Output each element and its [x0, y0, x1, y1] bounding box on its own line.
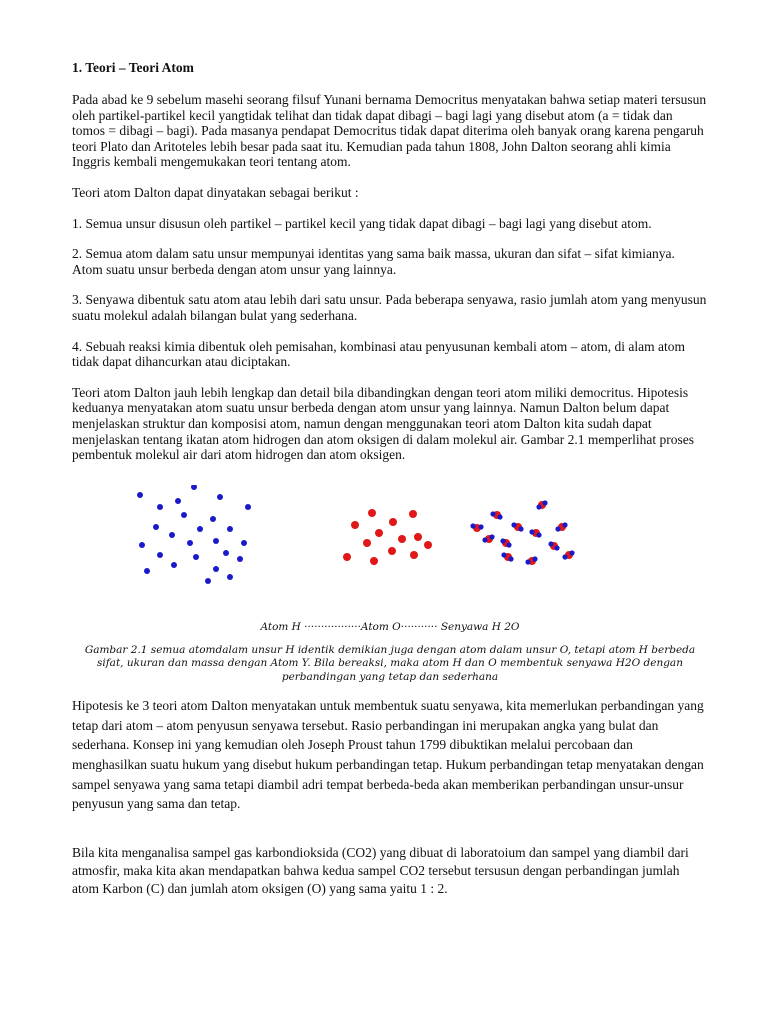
dalton-point-1: 1. Semua unsur disusun oleh partikel – partikel kecil yang tidak dapat dibagi – bagi lagi yang disebut atom. [72, 215, 652, 231]
atom-diagram [72, 485, 708, 591]
section-heading: 1. Teori – Teori Atom [72, 60, 194, 75]
paragraph-dalton-intro: Teori atom Dalton dapat dinyatakan sebagai berikut : [72, 184, 359, 200]
dalton-point-3: 3. Senyawa dibentuk satu atom atau lebih dari satu unsur. Pada beberapa senyawa, rasio jumlah atom yang menyusun suatu molekul adalah bilangan bulat yang sederhana. [72, 292, 707, 323]
dalton-point-2: 2. Semua atom dalam satu unsur mempunyai identitas yang sama baik massa, ukuran dan sifat – sifat kimianya. Atom suatu unsur berbeda dengan atom unsur yang lainnya. [72, 246, 675, 277]
paragraph-dalton-comparison: Teori atom Dalton jauh lebih lengkap dan detail bila dibandingkan dengan teori atom miliki democritus. Hipotesis keduanya menyatakan atom suatu unsur berbeda dengan atom unsur yang lainnya. Namun Dalton belum dapat menjelaskan struktur dan komposisi atom, namun dengan menggunakan teori atom Dalton kita sudah dapat menjelaskan tentang ikatan atom hidrogen dan atom oksigen di dalam molekul air. Gambar 2.1 memperlihat proses pembentuk molekul air dari atom hidrogen dan atom oksigen. [72, 384, 694, 463]
figure-labels: Atom H ·················Atom O··········· Senyawa H 2O [260, 620, 520, 633]
atom-figure [72, 485, 708, 591]
water-molecules-group [470, 500, 574, 565]
paragraph-democritus: Pada abad ke 9 sebelum masehi seorang filsuf Yunani bernama Democritus menyatakan bahwa setiap materi tersusun oleh partikel-partikel kecil yangtidak telihat dan tidak dapat dibagi – bagi lagi yang disebut atom (a = tidak dan tomos = dibagi – bagi). Pada masanya pendapat Democritus tidak dapat diterima oleh banyak orang karena pengaruh teori Plato dan Aritoteles lebih besar pada saat itu. Kemudian pada tahun 1808, John Dalton seorang ahli kimia Inggris kembali mengemukakan teori tentang atom. [72, 92, 707, 170]
paragraph-co2-example: Bila kita menganalisa sampel gas karbondioksida (CO2) yang dibuat di laboratoium dan sampel yang diambil dari atmosfir, maka kita akan mendapatkan bahwa kedua sampel CO2 tersebut tersusun dengan perbandingan jumlah atom Karbon (C) dan jumlah atom oksigen (O) yang sama yaitu 1 : 2. [72, 844, 689, 896]
hydrogen-atoms-group [137, 485, 251, 584]
oxygen-atoms-group [343, 509, 432, 565]
dalton-point-4: 4. Sebuah reaksi kimia dibentuk oleh pemisahan, kombinasi atau penyusunan kembali atom – atom, di alam atom tidak dapat dihancurkan atau diciptakan. [72, 338, 685, 370]
paragraph-proust-law: Hipotesis ke 3 teori atom Dalton menyatakan untuk membentuk suatu senyawa, kita memerlukan perbandingan yang tetap dari atom – atom penyusun senyawa tersebut. Rasio perbandingan ini merupakan angka yang bulat dan sederhana. Konsep ini yang kemudian oleh Joseph Proust tahun 1799 dibuktikan melalui percobaan dan menghasilkan suatu hukum yang disebut hukum perbandingan tetap. Hukum perbandingan tetap menyatakan dengan sampel senyawa yang sama tetapi diambil adri tempat berbeda-beda akan memberikan perbandingan unsur-unsur penyusun yang sama dan tetap. [72, 698, 704, 812]
figure-caption: Gambar 2.1 semua atomdalam unsur H identik demikian juga dengan atom dalam unsur O, tetapi atom H berbeda sifat, ukuran dan massa dengan Atom Y. Bila bereaksi, maka atom H dan O membentuk senyawa H2O dengan perbandingan yang tetap dan sederhana [84, 643, 696, 683]
document-page [72, 60, 708, 898]
